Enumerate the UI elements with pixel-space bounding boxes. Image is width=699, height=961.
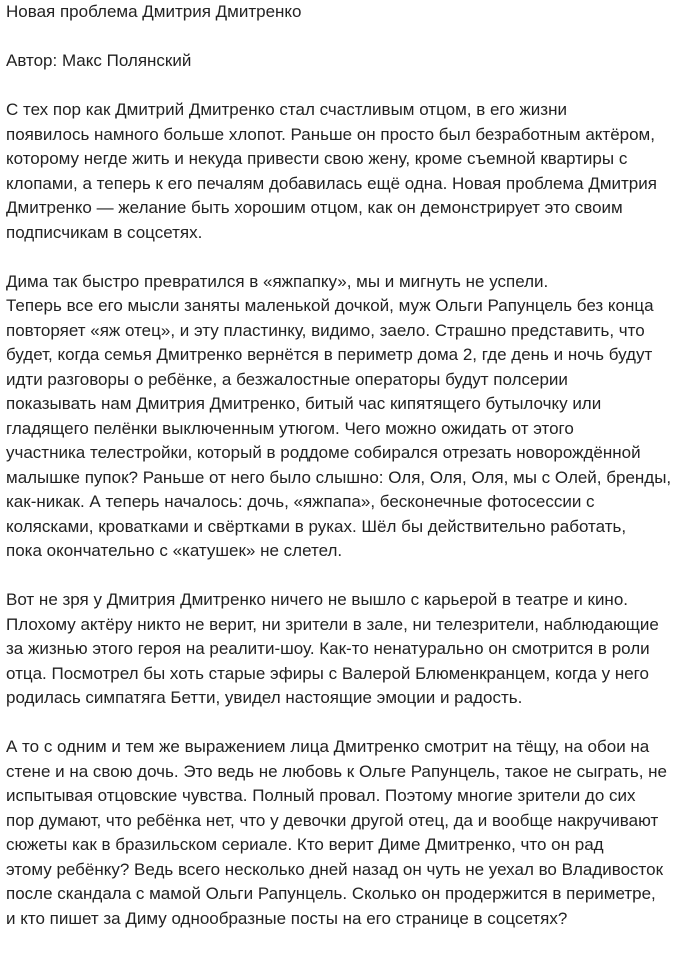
paragraph-line: показывать нам Дмитрия Дмитренко, битый час кипятящего бутылочку или bbox=[6, 394, 602, 413]
paragraph-line: клопами, а теперь к его печалям добавилась ещё одна. Новая проблема Дмитрия bbox=[6, 173, 657, 193]
paragraph-line: подписчикам в соцсетях. bbox=[6, 222, 203, 242]
article bbox=[6, 0, 694, 931]
paragraph bbox=[6, 270, 694, 564]
paragraph-line: Вот не зря у Дмитрия Дмитренко ничего не вышло с карьерой в театре и кино. bbox=[6, 590, 629, 609]
paragraph bbox=[6, 588, 694, 711]
article-body bbox=[6, 98, 694, 931]
spacer bbox=[6, 245, 694, 270]
paragraph bbox=[6, 735, 694, 931]
paragraph-line: как-никак. А теперь началось: дочь, «яжпапа», бесконечные фотосессии с bbox=[6, 492, 595, 511]
paragraph-line: пор думают, что ребёнка нет, что у девочки другой отец, да и вообще накручивают bbox=[6, 810, 659, 830]
paragraph-line: Плохому актёру никто не верит, ни зрители в зале, ни телезрители, наблюдающие bbox=[6, 614, 659, 634]
paragraph-line: С тех пор как Дмитрий Дмитренко стал счастливым отцом, в его жизни bbox=[6, 100, 567, 119]
paragraph-line: испытывая отцовские чувства. Полный провал. Поэтому многие зрители до сих bbox=[6, 786, 636, 805]
paragraph bbox=[6, 98, 694, 245]
spacer bbox=[6, 564, 694, 589]
paragraph-line: после скандала с мамой Ольги Рапунцель. Сколько он продержится в периметре, bbox=[6, 884, 656, 903]
paragraph-line: этому ребёнку? Ведь всего несколько дней назад он чуть не уехал во Владивосток bbox=[6, 859, 664, 879]
paragraph-line: гладящего пелёнки выключенным утюгом. Чего можно ожидать от этого bbox=[6, 418, 574, 438]
paragraph-line: Дима так быстро превратился в «яжпапку», мы и мигнуть не успели. bbox=[6, 271, 549, 291]
article-author: Автор: Макс Полянский bbox=[6, 51, 192, 70]
paragraph-line: Дмитренко — желание быть хорошим отцом, как он демонстрирует это своим bbox=[6, 198, 623, 217]
spacer bbox=[6, 25, 694, 50]
paragraph-line: сюжеты как в бразильском сериале. Кто верит Диме Дмитренко, что он рад bbox=[6, 835, 604, 854]
paragraph-line: стене и на свою дочь. Это ведь не любовь к Ольге Рапунцель, такое не сыграть, не bbox=[6, 761, 667, 781]
paragraph-line: будет, когда семья Дмитренко вернётся в периметр дома 2, где день и ночь будут bbox=[6, 345, 653, 364]
paragraph-line: повторяет «яж отец», и эту пластинку, видимо, заело. Страшно представить, что bbox=[6, 320, 645, 340]
paragraph-line: и кто пишет за Диму однообразные посты на его странице в соцсетях? bbox=[6, 908, 568, 928]
paragraph-line: А то с одним и тем же выражением лица Дмитренко смотрит на тёщу, на обои на bbox=[6, 737, 650, 756]
paragraph-line: пока окончательно с «катушек» не слетел. bbox=[6, 541, 343, 560]
spacer bbox=[6, 74, 694, 99]
paragraph-line: малышке пупок? Раньше от него было слышно: Оля, Оля, Оля, мы с Олей, бренды, bbox=[6, 467, 672, 487]
paragraph-line: участника телестройки, который в роддоме собирался отрезать новорождённой bbox=[6, 443, 641, 462]
paragraph-line: Теперь все его мысли заняты маленькой дочкой, муж Ольги Рапунцель без конца bbox=[6, 296, 654, 315]
article-title: Новая проблема Дмитрия Дмитренко bbox=[6, 2, 302, 21]
spacer bbox=[6, 711, 694, 736]
paragraph-line: за жизнью этого героя на реалити-шоу. Как-то ненатурально он смотрится в роли bbox=[6, 639, 650, 658]
paragraph-line: идти разговоры о ребёнке, а безжалостные операторы будут полсерии bbox=[6, 369, 568, 389]
paragraph-line: появилось намного больше хлопот. Раньше он просто был безработным актёром, bbox=[6, 124, 655, 144]
paragraph-line: колясками, кроватками и свёртками в руках. Шёл бы действительно работать, bbox=[6, 516, 627, 536]
paragraph-line: которому негде жить и некуда привести свою жену, кроме съемной квартиры с bbox=[6, 149, 628, 168]
paragraph-line: родилась симпатяга Бетти, увидел настоящие эмоции и радость. bbox=[6, 688, 523, 707]
paragraph-line: отца. Посмотрел бы хоть старые эфиры с Валерой Блюменкранцем, когда у него bbox=[6, 663, 649, 683]
